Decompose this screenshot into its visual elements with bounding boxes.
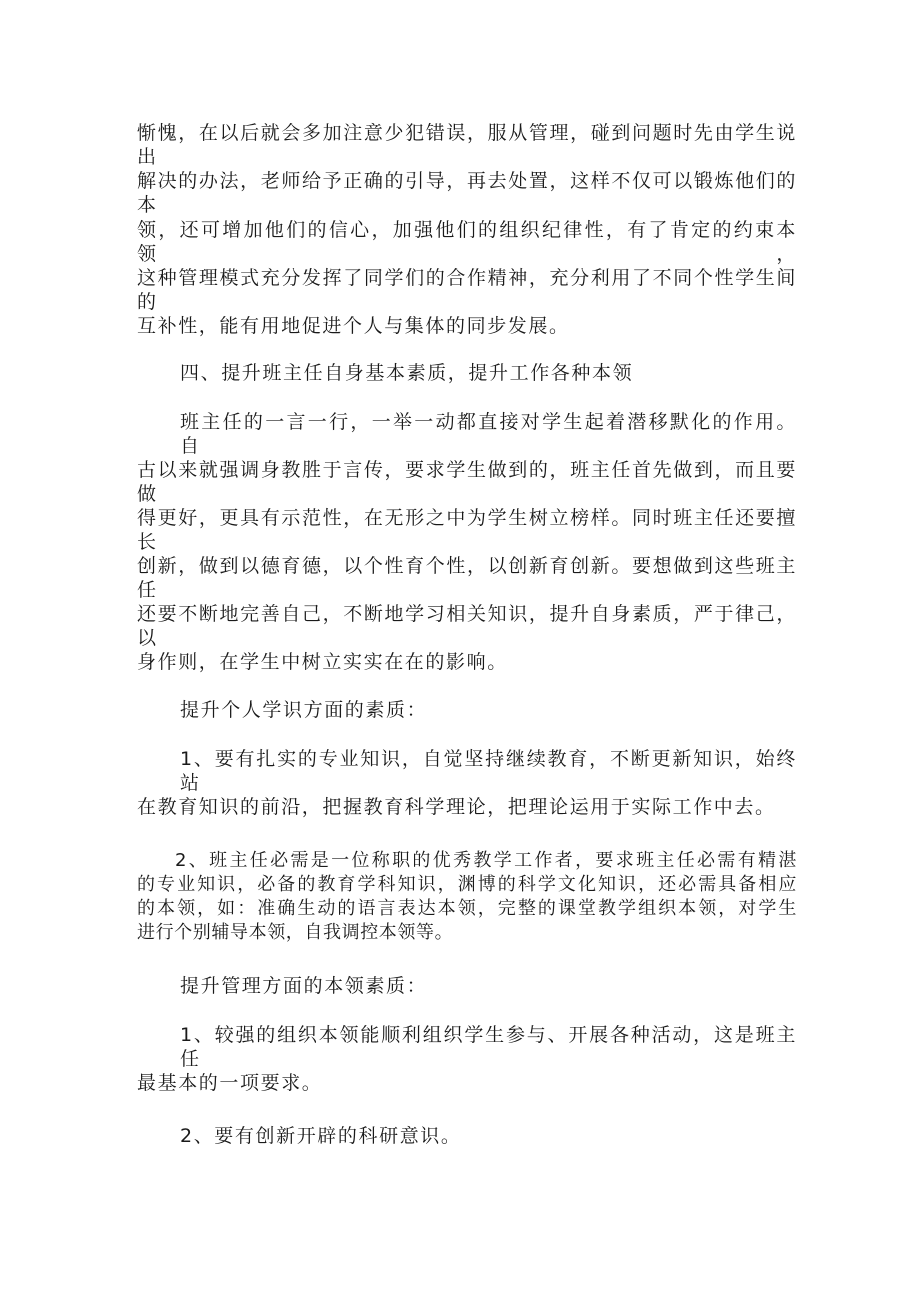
- paragraph-line: 互补性，能有用地促进个人与集体的同步发展。: [137, 315, 570, 337]
- paragraph-line: 这种管理模式充分发挥了同学们的合作精神，充分利用了不同个性学生间的: [137, 267, 797, 313]
- list-item-line: 2、要有创新开辟的科研意识。: [180, 1125, 462, 1147]
- list-item-line: 1、较强的组织本领能顺利组织学生参与、开展各种活动，这是班主任: [180, 1024, 797, 1070]
- paragraph-line: 班主任的一言一行，一举一动都直接对学生起着潜移默化的作用。自: [180, 411, 797, 457]
- list-item-line: 最基本的一项要求。: [137, 1072, 323, 1094]
- sub-heading: 提升个人学识方面的素质：: [180, 699, 428, 721]
- list-item-line: 的专业知识，必备的教育学科知识，渊博的科学文化知识，还必需具备相应: [137, 874, 797, 895]
- list-item-line: 2、班主任必需是一位称职的优秀教学工作者，要求班主任必需有精湛: [175, 850, 797, 871]
- paragraph-line: 惭愧，在以后就会多加注意少犯错误，服从管理，碰到问题时先由学生说出: [137, 122, 797, 168]
- paragraph-line: 领，还可增加他们的信心，加强他们的组织纪律性，有了肯定的约束本领，: [137, 219, 797, 265]
- paragraph-line: 得更好，更具有示范性，在无形之中为学生树立榜样。同时班主任还要擅长: [137, 507, 797, 553]
- paragraph-line: 古以来就强调身教胜于言传，要求学生做到的，班主任首先做到，而且要做: [137, 459, 797, 505]
- paragraph-line: 创新，做到以德育德，以个性育个性，以创新育创新。要想做到这些班主任: [137, 555, 797, 601]
- section-heading: 四、提升班主任自身基本素质，提升工作各种本领: [180, 362, 634, 384]
- paragraph-line: 身作则，在学生中树立实实在在的影响。: [137, 651, 508, 673]
- list-item-line: 的本领，如：准确生动的语言表达本领，完整的课堂教学组织本领，对学生: [137, 898, 797, 919]
- list-item-block: [137, 849, 797, 945]
- list-item-line: 进行个别辅导本领，自我调控本领等。: [137, 922, 454, 943]
- list-item-line: 1、要有扎实的专业知识，自觉坚持继续教育，不断更新知识，始终站: [180, 748, 797, 794]
- paragraph-line: 还要不断地完善自己，不断地学习相关知识，提升自身素质，严于律己，以: [137, 603, 797, 649]
- sub-heading: 提升管理方面的本领素质：: [180, 975, 428, 997]
- list-item-line: 在教育知识的前沿，把握教育科学理论，把理论运用于实际工作中去。: [137, 796, 776, 818]
- paragraph-line: 解决的办法，老师给予正确的引导，再去处置，这样不仅可以锻炼他们的本: [137, 170, 797, 216]
